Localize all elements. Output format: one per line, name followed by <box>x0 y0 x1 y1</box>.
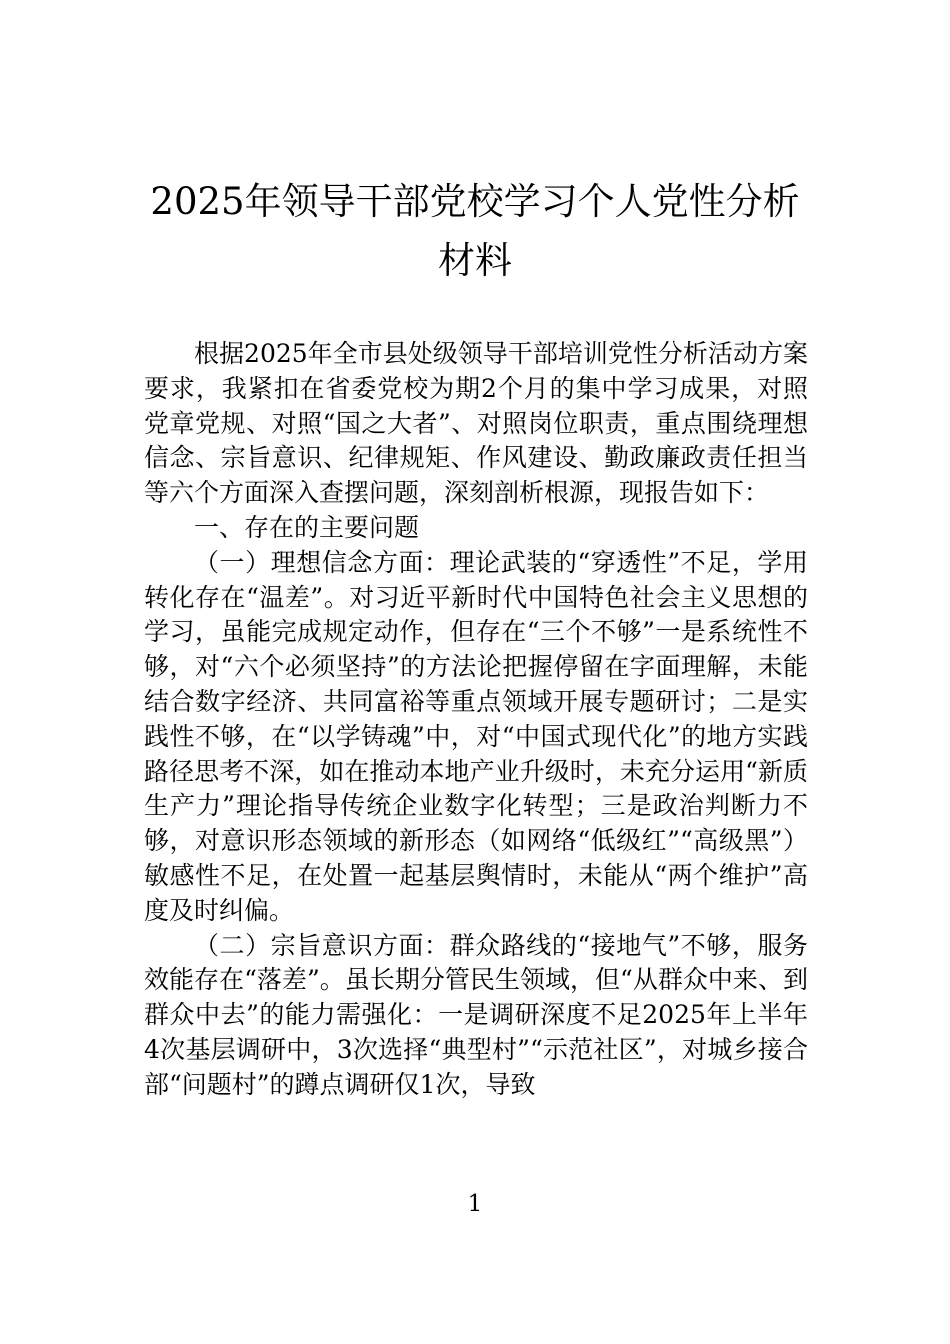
section-heading: 一、存在的主要问题 <box>194 512 420 542</box>
document-title: 2025年领导干部党校学习个人党性分析材料 <box>150 180 800 282</box>
document-body <box>144 337 808 1103</box>
page-number: 1 <box>467 1191 483 1217</box>
intro-paragraph: 根据2025年全市县处级领导干部培训党性分析活动方案要求，我紧扣在省委党校为期2个月的集中学习成果，对照党章党规、对照“国之大者”、对照岗位职责，重点围绕理想信念、宗旨意识、纪律规矩、作风建设、勤政廉政责任担当等六个方面深入查摆问题，深刻剖析根源，现报告如下： <box>144 339 808 508</box>
section-2-paragraph: （二）宗旨意识方面：群众路线的“接地气”不够，服务效能存在“落差”。虽长期分管民生领域，但“从群众中来、到群众中去”的能力需强化：一是调研深度不足2025年上半年4次基层调研中，3次选择“典型村”“示范社区”，对城乡接合部“问题村”的蹲点调研仅1次，导致 <box>144 930 808 1099</box>
section-1-paragraph: （一）理想信念方面：理论武装的“穿透性”不足，学用转化存在“温差”。对习近平新时代中国特色社会主义思想的学习，虽能完成规定动作，但存在“三个不够”一是系统性不够，对“六个必须坚持”的方法论把握停留在字面理解，未能结合数字经济、共同富裕等重点领域开展专题研讨；二是实践性不够，在“以学铸魂”中，对“中国式现代化”的地方实践路径思考不深，如在推动本地产业升级时，未充分运用“新质生产力”理论指导传统企业数字化转型；三是政治判断力不够，对意识形态领域的新形态（如网络“低级红”“高级黑”）敏感性不足，在处置一起基层舆情时，未能从“两个维护”高度及时纠偏。 <box>144 547 808 925</box>
